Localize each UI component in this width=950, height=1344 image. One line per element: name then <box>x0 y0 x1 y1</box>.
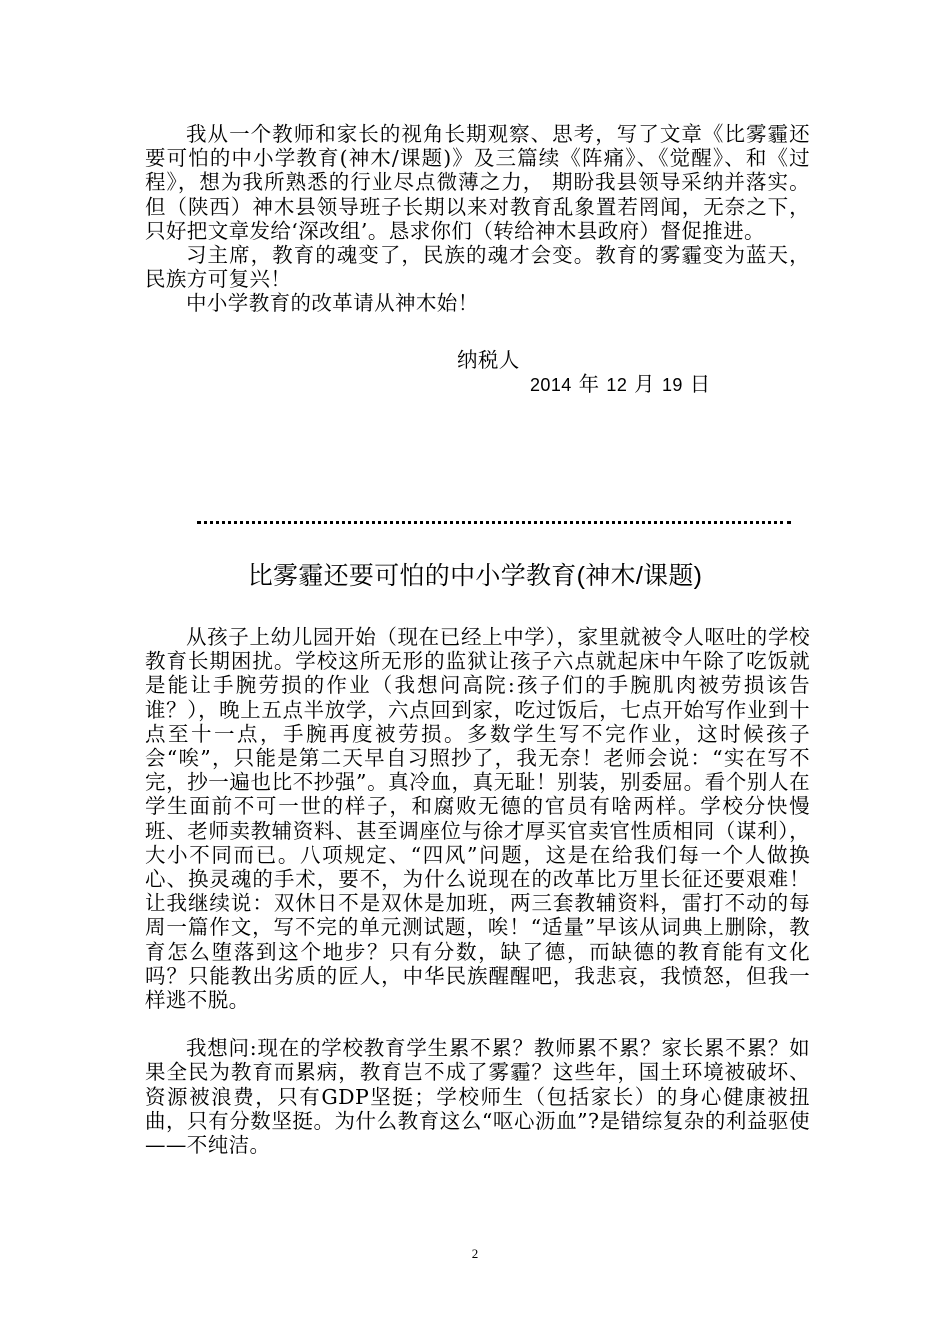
date-day-unit: 日 <box>689 372 711 396</box>
letter-paragraph: 习主席，教育的魂变了，民族的魂才会变。教育的雾霾变为蓝天，民族方可复兴！ <box>145 243 810 292</box>
page-number: 2 <box>471 1246 479 1261</box>
signature: 纳税人 <box>457 348 520 372</box>
letter-paragraph: 中小学教育的改革请从神木始！ <box>186 291 479 316</box>
date-day: 19 <box>661 375 683 395</box>
article-paragraph: 从孩子上幼儿园开始（现在已经上中学），家里就被令人呕吐的学校教育长期困扰。学校这所无形的监狱让孩子六点就起床中午除了吃饭就是能让手腕劳损的作业（我想问高院:孩子们的手腕肌肉被劳损该告谁？），晚上五点半放学，六点回到家，吃过饭后，七点开始写作业到十点至十一点，手腕再度被劳损。多数学生写不完作业，这时候孩子会“唉”，只能是第二天早自习照抄了，我无奈！老师会说：“实在写不完，抄一遍也比不抄强”。真冷血，真无耻！别装，别委屈。看个别人在学生面前不可一世的样子，和腐败无德的官员有啥两样。学校分快慢班、老师卖教辅资料、甚至调座位与徐才厚买官卖官性质相同（谋利），大小不同而已。八项规定、“四风”问题，这是在给我们每一个人做换心、换灵魂的手术，要不，为什么说现在的改革比万里长征还要艰难！让我继续说：双休日不是双休是加班，两三套教辅资料，雷打不动的每周一篇作文，写不完的单元测试题，唉！“适量”早该从词典上删除，教育怎么堕落到这个地步？只有分数，缺了德，而缺德的教育能有文化吗？只能教出劣质的匠人，中华民族醒醒吧，我悲哀，我愤怒，但我一样逃不脱。 <box>145 625 810 1013</box>
date-year-unit: 年 <box>578 372 600 396</box>
letter-body <box>145 122 810 316</box>
date-month-unit: 月 <box>634 372 656 396</box>
date-month: 12 <box>606 375 628 395</box>
dotted-divider <box>197 521 791 524</box>
article-body <box>145 625 810 1157</box>
divider-text <box>197 504 223 505</box>
article-paragraph: 我想问:现在的学校教育学生累不累？教师累不累？家长累不累？如果全民为教育而累病，教育岂不成了雾霾？这些年，国土环境被破坏、资源被浪费，只有GDP坚挺；学校师生（包括家长）的身心健康被扭曲，只有分数坚挺。为什么教育这么“呕心沥血”?是错综复杂的利益驱使——不纯洁。 <box>145 1036 810 1158</box>
article-title: 比雾霾还要可怕的中小学教育(神木/课题) <box>247 562 703 590</box>
letter-paragraph: 我从一个教师和家长的视角长期观察、思考，写了文章《比雾霾还要可怕的中小学教育(神木/课题)》及三篇续《阵痛》、《觉醒》、和《过程》，想为我所熟悉的行业尽点微薄之力， 期盼我县领导采纳并落实。但（陕西）神木县领导班子长期以来对教育乱象置若罔闻，无奈之下，只好把文章发给‘深改组’。恳求你们（转给神木县政府）督促推进。 <box>145 122 810 243</box>
letter-date <box>530 372 711 397</box>
date-year: 2014 <box>530 375 572 395</box>
